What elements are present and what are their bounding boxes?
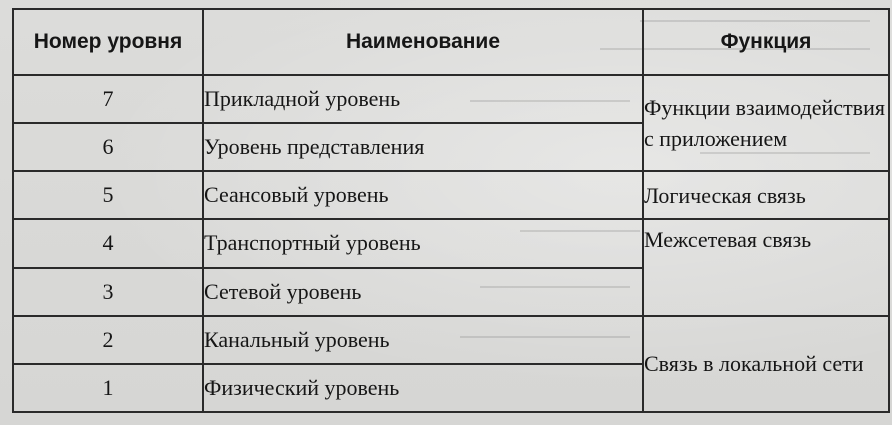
level-number: 2: [13, 316, 203, 364]
osi-levels-table: [12, 8, 890, 413]
level-name: Транспортный уровень: [203, 219, 643, 267]
table-row: [13, 75, 889, 123]
level-number: 3: [13, 268, 203, 316]
header-level-number: Номер уровня: [13, 9, 203, 75]
level-number: 5: [13, 171, 203, 219]
header-row: [13, 9, 889, 75]
function-text: Связь в локальной сети: [644, 351, 864, 377]
header-level-name: Наименование: [203, 9, 643, 75]
function-local-network-link: [643, 316, 889, 412]
level-name: Канальный уровень: [203, 316, 643, 364]
header-function: Функция: [643, 9, 889, 75]
table-row: [13, 171, 889, 219]
level-number: 1: [13, 364, 203, 412]
level-name: Прикладной уровень: [203, 75, 643, 123]
table-row: [13, 316, 889, 364]
level-number: 4: [13, 219, 203, 267]
table-row: [13, 219, 889, 267]
level-number: 6: [13, 123, 203, 171]
level-name: Уровень представления: [203, 123, 643, 171]
function-application-interaction: [643, 75, 889, 171]
level-name: Сетевой уровень: [203, 268, 643, 316]
function-internetwork-link: Межсетевая связь: [643, 219, 889, 315]
function-logical-link: Логическая связь: [643, 171, 889, 219]
level-name: Сеансовый уровень: [203, 171, 643, 219]
function-text: Функции взаимодействия с приложением: [644, 95, 885, 152]
level-number: 7: [13, 75, 203, 123]
level-name: Физический уровень: [203, 364, 643, 412]
